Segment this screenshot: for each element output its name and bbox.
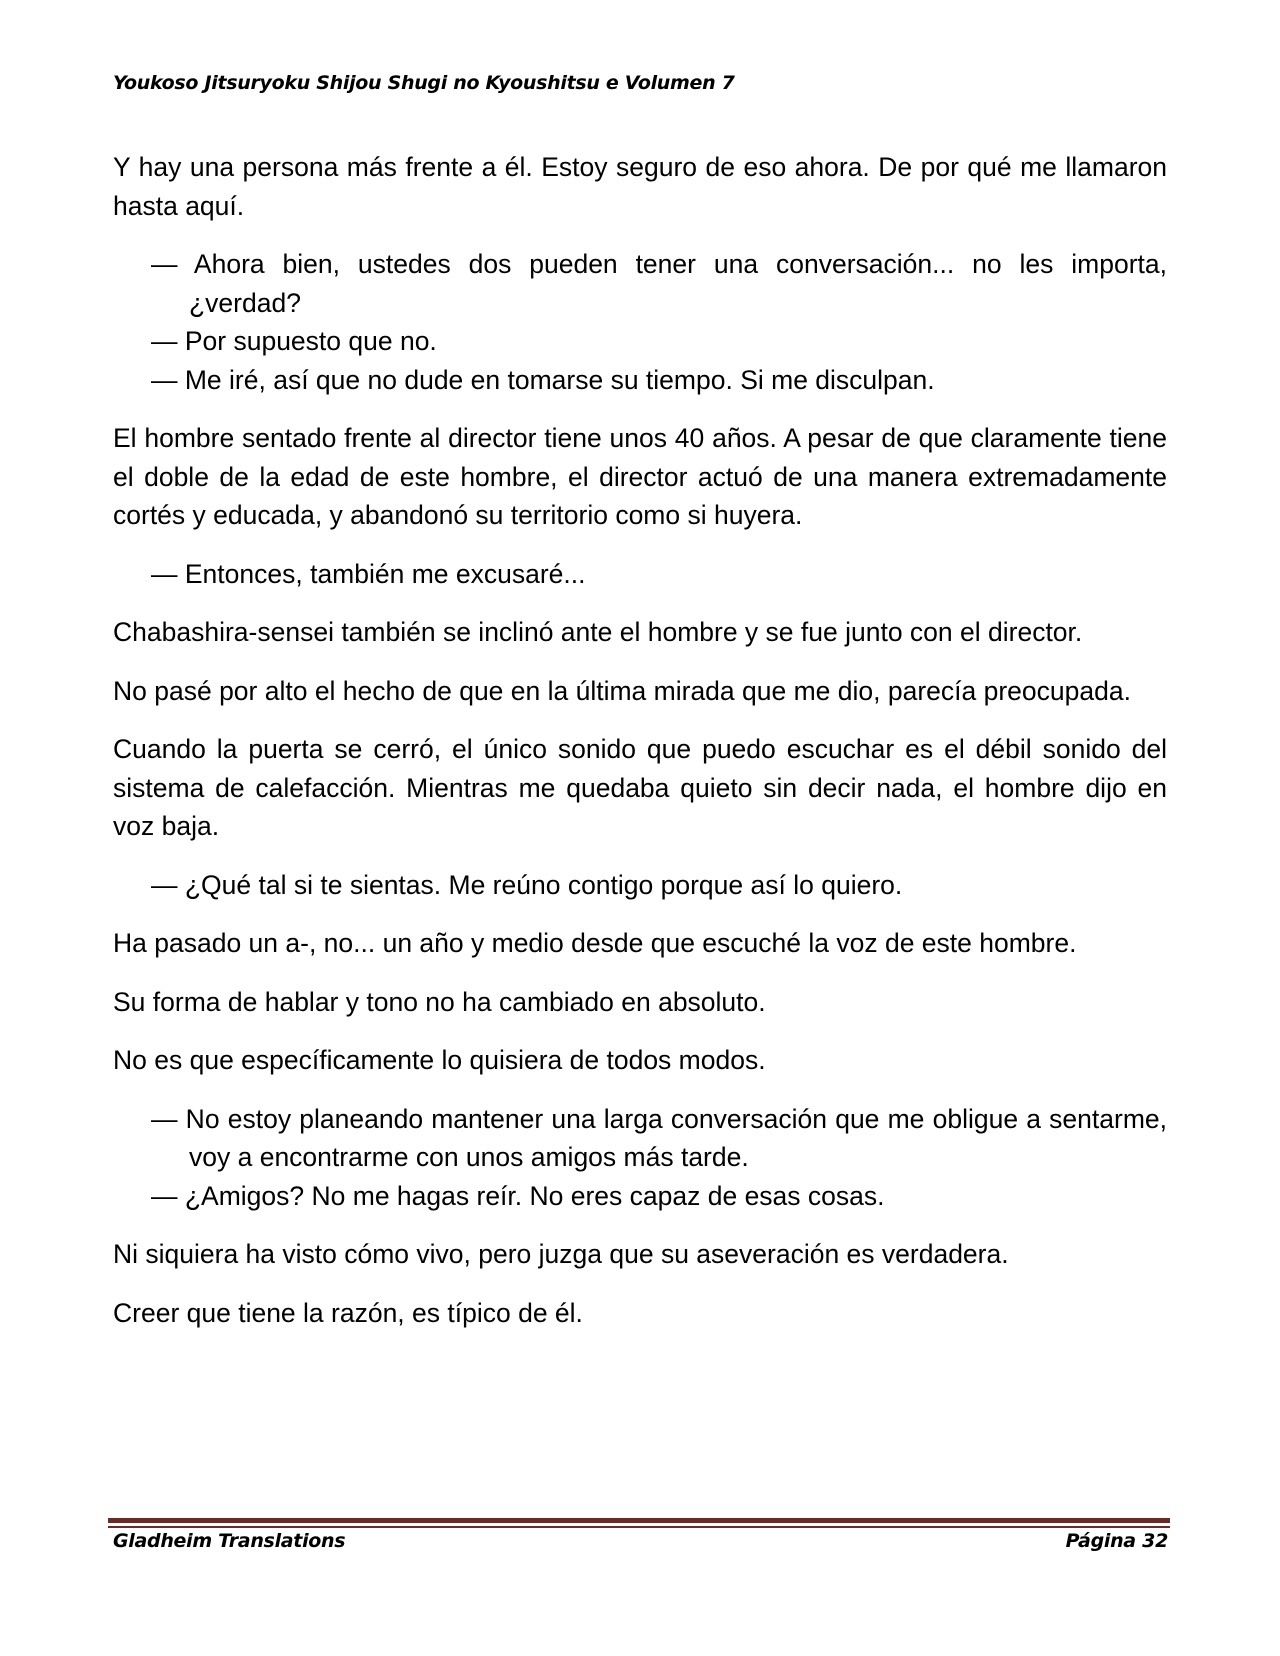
dialogue-line: — Entonces, también me excusaré... — [151, 558, 586, 589]
dialogue-line: — Me iré, así que no dude en tomarse su tiempo. Si me disculpan. — [151, 364, 935, 395]
footer-page-number: Página 32 — [1065, 1530, 1168, 1552]
dialogue-block — [151, 1100, 1167, 1216]
dialogue-block — [151, 866, 1167, 905]
paragraph: El hombre sentado frente al director tiene unos 40 años. A pesar de que claramente tiene el doble de la edad de este hombre, el director actuó de una manera extremadamente cortés y educada, y abandonó su territorio como si huyera. — [113, 423, 1167, 530]
dialogue-block — [151, 555, 1167, 594]
dialogue-block — [151, 245, 1167, 399]
paragraph: Ha pasado un a-, no... un año y medio desde que escuché la voz de este hombre. — [113, 928, 1077, 958]
paragraph: Creer que tiene la razón, es típico de él. — [113, 1297, 583, 1328]
dialogue-line: — No estoy planeando mantener una larga conversación que me obligue a sentarme, voy a encontrarme con unos amigos más tarde. — [151, 1103, 1167, 1172]
dialogue-line: — ¿Qué tal si te sientas. Me reúno contigo porque así lo quiero. — [151, 869, 903, 900]
page-header-title: Youkoso Jitsuryoku Shijou Shugi no Kyoushitsu e Volumen 7 — [113, 72, 735, 94]
paragraph: Su forma de hablar y tono no ha cambiado en absoluto. — [113, 986, 766, 1017]
paragraph: No es que específicamente lo quisiera de todos modos. — [113, 1045, 766, 1075]
paragraph: Ni siquiera ha visto cómo vivo, pero juzga que su aseveración es verdadera. — [113, 1239, 1009, 1269]
dialogue-line: — Por supuesto que no. — [151, 326, 437, 356]
document-body — [113, 148, 1167, 1352]
paragraph: Chabashira-sensei también se inclinó ante el hombre y se fue junto con el director. — [113, 617, 1083, 647]
footer-divider-thin — [108, 1526, 1170, 1528]
dialogue-line: — Ahora bien, ustedes dos pueden tener una conversación... no les importa, ¿verdad? — [151, 249, 1167, 318]
paragraph: No pasé por alto el hecho de que en la última mirada que me dio, parecía preocupada. — [113, 675, 1131, 706]
dialogue-line: — ¿Amigos? No me hagas reír. No eres capaz de esas cosas. — [151, 1180, 885, 1211]
footer-divider — [108, 1518, 1170, 1523]
paragraph: Y hay una persona más frente a él. Estoy seguro de eso ahora. De por qué me llamaron hasta aquí. — [113, 152, 1167, 221]
paragraph: Cuando la puerta se cerró, el único sonido que puedo escuchar es el débil sonido del sistema de calefacción. Mientras me quedaba quieto sin decir nada, el hombre dijo en voz baja. — [113, 734, 1167, 841]
footer-translator: Gladheim Translations — [113, 1530, 346, 1552]
